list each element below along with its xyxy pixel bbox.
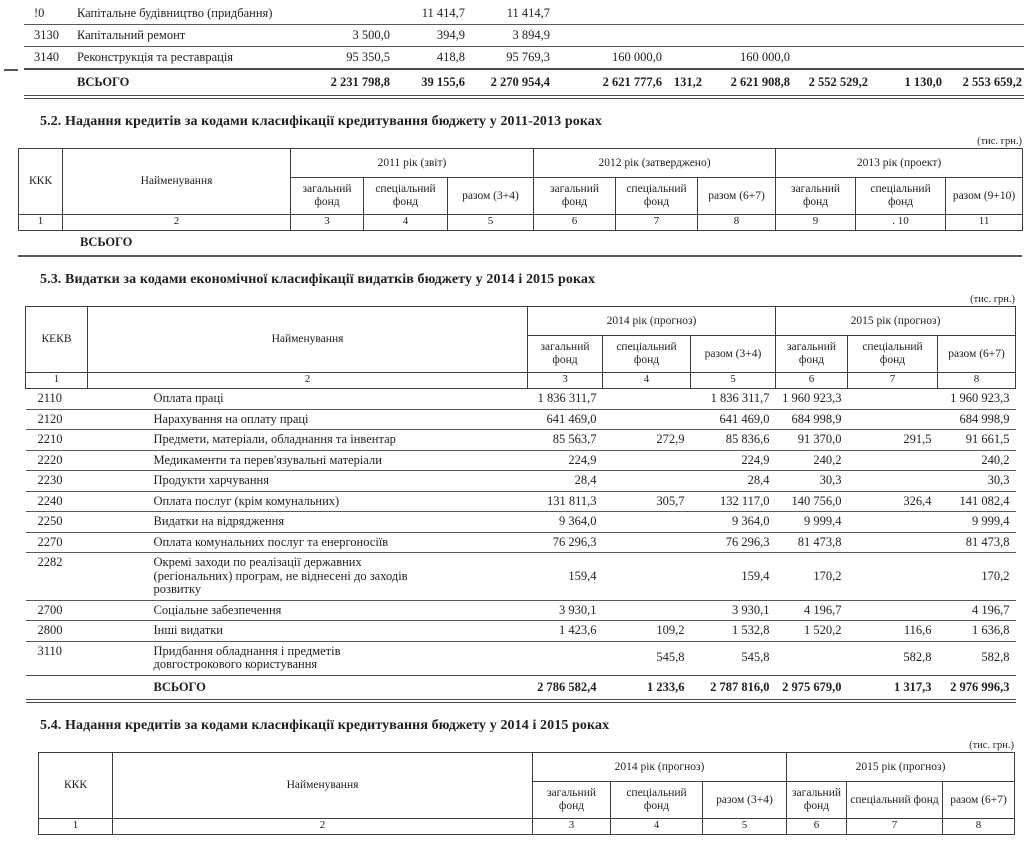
row-code: 2282 (26, 553, 88, 601)
row-value (848, 450, 938, 471)
row-value: 95 350,5 (297, 47, 392, 70)
row-value: 1 960 923,3 (776, 389, 848, 410)
row-value: 4 196,7 (776, 600, 848, 621)
row-name-text: Інші видатки (153, 623, 223, 637)
fund-subheader: спеціальний фонд (364, 178, 448, 215)
column-header-kkk: ККК (39, 753, 113, 819)
row-value: 170,2 (776, 553, 848, 601)
row-value: 2 231 798,8 (297, 69, 392, 97)
row-value: 81 473,8 (938, 532, 1016, 553)
row-value: 394,9 (392, 25, 467, 47)
year-group-2012: 2012 рік (затверджено) (534, 149, 776, 178)
row-value (664, 25, 704, 47)
row-value: 291,5 (848, 430, 938, 451)
row-value (552, 3, 664, 25)
table-row (26, 450, 1016, 471)
row-value: 3 930,1 (528, 600, 603, 621)
column-number: 7 (847, 819, 943, 835)
column-header-kekv: КЕКВ (26, 307, 88, 373)
column-header-name: Найменування (113, 753, 533, 819)
row-value (944, 3, 1024, 25)
fund-subheader: спеціальний фонд (616, 178, 698, 215)
column-number: 9 (776, 215, 856, 231)
table-row (26, 532, 1016, 553)
row-value: 418,8 (392, 47, 467, 70)
row-value: 159,4 (528, 553, 603, 601)
fund-subheader: загальний фонд (533, 782, 611, 819)
row-value: 641 469,0 (691, 409, 776, 430)
table-row (26, 389, 1016, 410)
row-code: 2110 (26, 389, 88, 410)
row-value: 582,8 (848, 641, 938, 675)
row-value: 109,2 (603, 621, 691, 642)
row-name-text: Оплата послуг (крім комунальних) (153, 493, 340, 508)
column-number: 6 (776, 373, 848, 389)
row-name-text: Соціальне забезпечення (153, 602, 282, 617)
column-number: 2 (88, 373, 528, 389)
row-value: 224,9 (528, 450, 603, 471)
year-group-2015: 2015 рік (прогноз) (776, 307, 1016, 336)
table-row (24, 25, 1024, 47)
row-value: 131,2 (664, 69, 704, 97)
total-row (24, 69, 1024, 97)
row-value (870, 3, 944, 25)
fund-subheader: загальний фонд (534, 178, 616, 215)
row-code: 2120 (26, 409, 88, 430)
row-value: 240,2 (938, 450, 1016, 471)
row-name (88, 621, 528, 642)
column-number: 3 (291, 215, 364, 231)
table-row (26, 553, 1016, 601)
row-value (848, 512, 938, 533)
fund-subheader: разом (3+4) (703, 782, 787, 819)
row-code: 3110 (26, 641, 88, 675)
row-value (552, 25, 664, 47)
table-row (26, 471, 1016, 492)
row-value: 28,4 (691, 471, 776, 492)
row-value: 2 621 908,8 (704, 69, 792, 97)
column-number: 5 (448, 215, 534, 231)
row-value: 3 894,9 (467, 25, 552, 47)
column-number: 1 (39, 819, 113, 835)
fund-subheader: разом (9+10) (946, 178, 1023, 215)
section-53-title: 5.3. Видатки за кодами економічної класифікації видатків бюджету у 2014 і 2015 роках (40, 272, 596, 287)
row-value: 91 370,0 (776, 430, 848, 451)
row-name-text: Оплата комунальних послуг та енергоносіїв (153, 534, 389, 549)
row-name-text: Предмети, матеріали, обладнання та інвентар (153, 432, 396, 446)
row-value: 9 364,0 (691, 512, 776, 533)
fund-subheader: разом (6+7) (938, 336, 1016, 373)
fund-subheader: загальний фонд (291, 178, 364, 215)
row-value: 11 414,7 (467, 3, 552, 25)
column-number: 5 (691, 373, 776, 389)
row-value: 1 317,3 (848, 675, 938, 701)
row-value (297, 3, 392, 25)
row-name-text: Капітальне будівництво (придбання) (77, 6, 273, 20)
section-52-unit-caption: (тис. грн.) (977, 136, 1022, 147)
table-row (24, 47, 1024, 70)
fund-subheader: спеціальний фонд (847, 782, 943, 819)
row-value (664, 47, 704, 70)
table-row (24, 3, 1024, 25)
row-value (944, 25, 1024, 47)
row-value: 160 000,0 (552, 47, 664, 70)
row-value: 170,2 (938, 553, 1016, 601)
row-value (603, 553, 691, 601)
row-value (792, 3, 870, 25)
row-value (848, 553, 938, 601)
column-number: 8 (938, 373, 1016, 389)
column-number: 4 (364, 215, 448, 231)
table-row (26, 600, 1016, 621)
column-number: 5 (703, 819, 787, 835)
row-code: 2240 (26, 491, 88, 512)
row-code: !0 (24, 3, 69, 25)
row-value: 2 786 582,4 (528, 675, 603, 701)
column-number: 1 (26, 373, 88, 389)
row-value: 1 520,2 (776, 621, 848, 642)
year-group-2013: 2013 рік (проект) (776, 149, 1023, 178)
row-value (704, 25, 792, 47)
row-value: 76 296,3 (691, 532, 776, 553)
row-value (704, 3, 792, 25)
year-group-2011: 2011 рік (звіт) (291, 149, 534, 178)
row-value: 160 000,0 (704, 47, 792, 70)
column-header-kkk: ККК (19, 149, 63, 215)
row-value: 85 836,6 (691, 430, 776, 451)
table-row (26, 430, 1016, 451)
row-value (603, 532, 691, 553)
column-header-name: Найменування (88, 307, 528, 373)
year-group-2015: 2015 рік (прогноз) (787, 753, 1015, 782)
fund-subheader: разом (3+4) (691, 336, 776, 373)
credits-2011-2013-table (18, 148, 1023, 231)
row-value: 131 811,3 (528, 491, 603, 512)
row-value (603, 409, 691, 430)
row-name (69, 3, 297, 25)
year-group-2014: 2014 рік (прогноз) (533, 753, 787, 782)
row-value: 39 155,6 (392, 69, 467, 97)
row-name-text: Нарахування на оплату праці (153, 411, 309, 426)
row-name (88, 641, 528, 675)
row-value: 305,7 (603, 491, 691, 512)
row-value: 1 532,8 (691, 621, 776, 642)
row-value: 224,9 (691, 450, 776, 471)
table-row (26, 621, 1016, 642)
row-name (88, 389, 528, 410)
row-code: 3140 (24, 47, 69, 70)
row-value: 3 500,0 (297, 25, 392, 47)
row-code (24, 69, 69, 97)
fund-subheader: разом (6+7) (943, 782, 1015, 819)
row-code: 2230 (26, 471, 88, 492)
section-54-title: 5.4. Надання кредитів за кодами класифікації кредитування бюджету у 2014 і 2015 роках (40, 718, 610, 733)
row-value: 81 473,8 (776, 532, 848, 553)
year-group-2014: 2014 рік (прогноз) (528, 307, 776, 336)
column-header-name: Найменування (63, 149, 291, 215)
row-code (26, 675, 88, 701)
fund-subheader: загальний фонд (776, 336, 848, 373)
expenses-table-body (26, 389, 1016, 702)
fund-subheader: загальний фонд (528, 336, 603, 373)
row-value: 140 756,0 (776, 491, 848, 512)
row-value: 9 364,0 (528, 512, 603, 533)
fund-subheader: загальний фонд (776, 178, 856, 215)
row-value: 545,8 (603, 641, 691, 675)
row-value: 272,9 (603, 430, 691, 451)
table-row (26, 512, 1016, 533)
row-value: 2 976 996,3 (938, 675, 1016, 701)
row-value (664, 3, 704, 25)
row-value: 326,4 (848, 491, 938, 512)
row-name (88, 675, 528, 701)
row-code: 2210 (26, 430, 88, 451)
column-number: 3 (533, 819, 611, 835)
capital-expenses-continuation-table (24, 3, 1024, 99)
row-name (88, 491, 528, 512)
row-name (69, 47, 297, 70)
section-53-unit-caption: (тис. грн.) (970, 294, 1015, 305)
row-value: 684 998,9 (938, 409, 1016, 430)
column-number: 11 (946, 215, 1023, 231)
row-value: 1 960 923,3 (938, 389, 1016, 410)
column-number: 6 (787, 819, 847, 835)
row-value (848, 389, 938, 410)
row-name-text: Продукти харчування (153, 473, 269, 487)
scan-artifact-dash (4, 69, 18, 71)
row-value: 30,3 (938, 471, 1016, 492)
row-value (792, 47, 870, 70)
row-value: 4 196,7 (938, 600, 1016, 621)
fund-subheader: спеціальний фонд (611, 782, 703, 819)
table-row (26, 491, 1016, 512)
row-value: 28,4 (528, 471, 603, 492)
row-value: 9 999,4 (938, 512, 1016, 533)
row-value: 240,2 (776, 450, 848, 471)
section-52-title: 5.2. Надання кредитів за кодами класифікації кредитування бюджету у 2011-2013 роках (40, 114, 602, 129)
row-value (848, 409, 938, 430)
row-name-text: Видатки на відрядження (153, 514, 285, 528)
row-code: 2700 (26, 600, 88, 621)
row-name (88, 409, 528, 430)
row-name-text: Оплата праці (153, 391, 224, 405)
row-value: 91 661,5 (938, 430, 1016, 451)
row-name (88, 532, 528, 553)
row-code: 2270 (26, 532, 88, 553)
row-code: 3130 (24, 25, 69, 47)
column-number: 6 (534, 215, 616, 231)
row-name-text: Придбання обладнання і предметів довгострокового користування (153, 643, 341, 671)
table-row (26, 641, 1016, 675)
row-name-text: Окремі заходи по реалізації державних (регіональних) програм, не віднесені до заходів розвитку (153, 555, 408, 596)
row-value (528, 641, 603, 675)
row-value: 684 998,9 (776, 409, 848, 430)
table-row (26, 409, 1016, 430)
column-number: 4 (603, 373, 691, 389)
row-value (848, 532, 938, 553)
scanned-budget-document-page (0, 3, 1024, 851)
row-name (88, 600, 528, 621)
row-name (88, 450, 528, 471)
column-number: . 10 (856, 215, 946, 231)
column-number: 2 (63, 215, 291, 231)
row-code: 2250 (26, 512, 88, 533)
row-value: 2 787 816,0 (691, 675, 776, 701)
fund-subheader: загальний фонд (787, 782, 847, 819)
row-value: 1 130,0 (870, 69, 944, 97)
row-value: 159,4 (691, 553, 776, 601)
row-value (603, 450, 691, 471)
row-value: 30,3 (776, 471, 848, 492)
row-name (88, 553, 528, 601)
credits-2014-2015-table (38, 752, 1015, 835)
row-value (870, 25, 944, 47)
row-value (603, 471, 691, 492)
row-value (848, 600, 938, 621)
column-number: 7 (616, 215, 698, 231)
row-value (792, 25, 870, 47)
fund-subheader: разом (3+4) (448, 178, 534, 215)
row-name-text: Медикаменти та перев'язувальні матеріали (153, 452, 382, 467)
row-value (944, 47, 1024, 70)
row-name-text: Капітальний ремонт (77, 28, 186, 42)
row-value: 2 553 659,2 (944, 69, 1024, 97)
row-value: 1 233,6 (603, 675, 691, 701)
row-name-text: Реконструкція та реставрація (77, 50, 234, 64)
row-name (88, 512, 528, 533)
row-value (603, 600, 691, 621)
row-value: 85 563,7 (528, 430, 603, 451)
column-number: 8 (698, 215, 776, 231)
fund-subheader: спеціальний фонд (603, 336, 691, 373)
row-value (776, 641, 848, 675)
row-value: 1 636,8 (938, 621, 1016, 642)
row-value: 76 296,3 (528, 532, 603, 553)
row-value (870, 47, 944, 70)
row-value: 9 999,4 (776, 512, 848, 533)
row-value: 582,8 (938, 641, 1016, 675)
row-value: 1 836 311,7 (528, 389, 603, 410)
column-number: 3 (528, 373, 603, 389)
row-value: 2 975 679,0 (776, 675, 848, 701)
row-value: 2 270 954,4 (467, 69, 552, 97)
fund-subheader: спеціальний фонд (856, 178, 946, 215)
row-name (88, 471, 528, 492)
row-value (603, 389, 691, 410)
row-value: 132 117,0 (691, 491, 776, 512)
column-number: 1 (19, 215, 63, 231)
fund-subheader: разом (6+7) (698, 178, 776, 215)
column-number: 4 (611, 819, 703, 835)
row-name-text: ВСЬОГО (153, 679, 206, 694)
section-52-total-row: ВСЬОГО (18, 231, 1022, 257)
column-number: 8 (943, 819, 1015, 835)
row-name (69, 69, 297, 97)
row-value: 641 469,0 (528, 409, 603, 430)
row-name (88, 430, 528, 451)
row-value: 141 082,4 (938, 491, 1016, 512)
row-value: 11 414,7 (392, 3, 467, 25)
row-value (603, 512, 691, 533)
capital-expenses-body (24, 3, 1024, 97)
row-value: 545,8 (691, 641, 776, 675)
row-value: 2 552 529,2 (792, 69, 870, 97)
section-54-unit-caption: (тис. грн.) (969, 740, 1014, 751)
column-number: 7 (848, 373, 938, 389)
fund-subheader: спеціальний фонд (848, 336, 938, 373)
row-value: 95 769,3 (467, 47, 552, 70)
row-code: 2220 (26, 450, 88, 471)
row-name-text: ВСЬОГО (77, 75, 130, 89)
row-value: 3 930,1 (691, 600, 776, 621)
row-value: 2 621 777,6 (552, 69, 664, 97)
row-code: 2800 (26, 621, 88, 642)
row-value: 116,6 (848, 621, 938, 642)
column-number: 2 (113, 819, 533, 835)
row-value: 1 836 311,7 (691, 389, 776, 410)
total-row (26, 675, 1016, 701)
row-name (69, 25, 297, 47)
expenses-2014-2015-table (25, 306, 1016, 703)
row-value: 1 423,6 (528, 621, 603, 642)
row-value (848, 471, 938, 492)
